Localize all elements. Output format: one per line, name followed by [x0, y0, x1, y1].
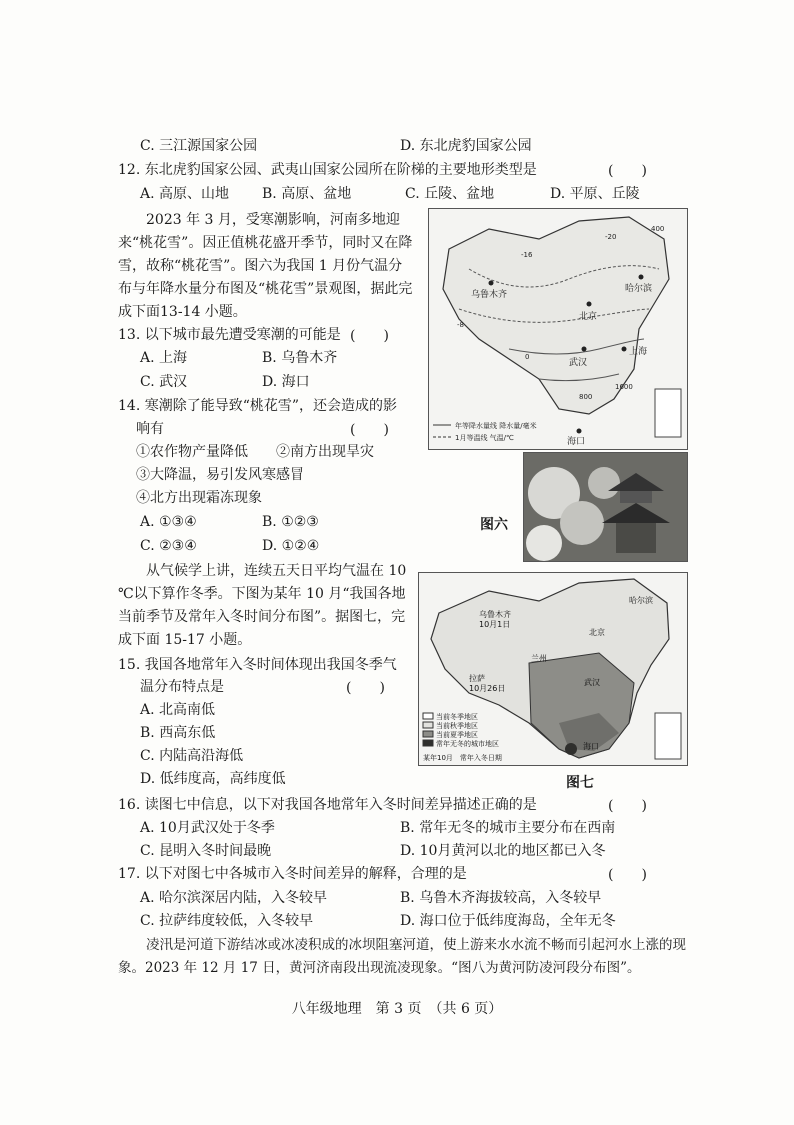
- fig7-note: 某年10月 常年入冬日期: [423, 754, 502, 762]
- figure-7-caption: 图七: [566, 775, 594, 791]
- fig7-label-wuhan: 武汉: [584, 678, 600, 687]
- passage-ice-flood: 凌汛是河道下游结冰或冰凌积成的冰坝阻塞河道，使上游来水水流不畅而引起河水上涨的现象。2023 年 12 月 17 日，黄河济南段出现流凌现象。“图八为黄河防凌河段分布图”。: [118, 937, 686, 976]
- q16-stem: 16. 读图七中信息，以下对我国各地常年入冬时间差异描述正确的是: [118, 797, 537, 813]
- fig7-label-lanzhou: 兰州: [531, 654, 547, 663]
- q15-option-c: C. 内陆高沿海低: [140, 748, 244, 764]
- fig6-label-beijing: 北京: [579, 312, 598, 322]
- q14-option-b: B. ①②③: [262, 514, 319, 530]
- q14-stem-line2: 响有: [136, 421, 164, 437]
- figure-6-map: [428, 208, 688, 450]
- fig7-south-sea-inset: [655, 713, 681, 759]
- fig7-label-beijing: 北京: [589, 628, 605, 637]
- fig6-legend-precip: 年等降水量线 降水量/毫米: [455, 422, 537, 430]
- q12-option-a: A. 高原、山地: [140, 186, 230, 202]
- q14-item-2: ②南方出现旱灾: [276, 444, 374, 460]
- fig7-legend-no-winter: 常年无冬的城市地区: [436, 740, 499, 748]
- fig7-label-oct1: 10月1日: [479, 620, 511, 629]
- fig6-contour-minus8: -8: [457, 321, 464, 329]
- fig6-south-sea-inset: [655, 389, 681, 437]
- fig7-label-lhasa: 拉萨: [469, 674, 485, 683]
- q17-answer-paren: ( ): [608, 867, 647, 883]
- q12-answer-paren: ( ): [608, 163, 647, 179]
- fig7-legend-summer: 当前夏季地区: [436, 731, 478, 739]
- q12-option-b: B. 高原、盆地: [262, 186, 352, 202]
- q13-option-c: C. 武汉: [140, 374, 188, 390]
- q11-option-c: C. 三江源国家公园: [140, 138, 258, 154]
- q14-stem-line1: 14. 寒潮除了能导致“桃花雪”，还会造成的影: [118, 398, 398, 414]
- q16-option-a: A. 10月武汉处于冬季: [140, 820, 275, 836]
- q17-option-c: C. 拉萨纬度较低，入冬较早: [140, 913, 314, 929]
- q16-answer-paren: ( ): [608, 798, 647, 814]
- q14-item-1: ①农作物产量降低: [136, 444, 248, 460]
- q14-item-4: ④北方出现霜冻现象: [136, 490, 262, 506]
- q15-option-a: A. 北高南低: [140, 702, 216, 718]
- fig6-contour-minus16: -16: [521, 251, 533, 259]
- q16-option-b: B. 常年无冬的城市主要分布在西南: [400, 820, 616, 836]
- q12-option-d: D. 平原、丘陵: [550, 186, 640, 202]
- fig6-contour-0: 0: [525, 353, 530, 361]
- q13-option-d: D. 海口: [262, 374, 310, 390]
- fig6-label-shanghai: 上海: [629, 347, 648, 357]
- q14-option-d: D. ①②④: [262, 538, 320, 554]
- fig7-label-haikou: 海口: [583, 742, 599, 751]
- fig6-contour-1600: 1600: [615, 383, 633, 391]
- fig7-legend-winter: 当前冬季地区: [436, 713, 478, 721]
- fig6-contour-minus20: -20: [605, 233, 617, 241]
- page-footer: 八年级地理 第 3 页 （共 6 页）: [291, 1001, 503, 1017]
- fig6-contour-400: 400: [651, 225, 665, 233]
- peach-snow-photo-graphic: [524, 453, 687, 561]
- fig7-label-urumqi: 乌鲁木齐: [479, 610, 511, 619]
- figure-6-caption: 图六: [480, 517, 508, 533]
- fig7-legend-autumn: 当前秋季地区: [436, 722, 478, 730]
- q13-option-b: B. 乌鲁木齐: [262, 350, 338, 366]
- fig6-label-harbin: 哈尔滨: [625, 284, 653, 294]
- q16-option-c: C. 昆明入冬时间最晚: [140, 843, 272, 859]
- q13-option-a: A. 上海: [140, 350, 188, 366]
- passage-peach-snow: 2023 年 3 月，受寒潮影响，河南多地迎来“桃花雪”。因正值桃花盛开季节，同时又在降雪，故称“桃花雪”。图六为我国 1 月份气温分布与年降水量分布图及“桃花雪”景观图，据此完成下面13-14 小题。: [118, 212, 413, 320]
- q17-stem: 17. 以下对图七中各城市入冬时间差异的解释，合理的是: [118, 866, 467, 882]
- q14-answer-paren: ( ): [350, 422, 389, 438]
- q15-stem-line1: 15. 我国各地常年入冬时间体现出我国冬季气: [118, 657, 397, 673]
- q12-stem: 12. 东北虎豹国家公园、武夷山国家公园所在阶梯的主要地形类型是: [118, 162, 537, 178]
- q11-option-d: D. 东北虎豹国家公园: [400, 138, 532, 154]
- fig7-label-harbin: 哈尔滨: [629, 596, 653, 605]
- q14-item-3: ③大降温，易引发风寒感冒: [136, 467, 304, 483]
- q15-option-d: D. 低纬度高，高纬度低: [140, 771, 286, 787]
- q15-option-b: B. 西高东低: [140, 725, 216, 741]
- china-climate-map-graphic: [429, 209, 687, 449]
- fig6-label-wuhan: 武汉: [569, 358, 588, 368]
- fig7-label-oct26: 10月26日: [469, 684, 506, 693]
- q17-option-d: D. 海口位于低纬度海岛，全年无冬: [400, 913, 616, 929]
- q15-answer-paren: ( ): [346, 680, 385, 696]
- fig6-label-haikou: 海口: [567, 437, 586, 447]
- q15-stem-line2: 温分布特点是: [140, 679, 224, 695]
- q17-option-b: B. 乌鲁木齐海拔较高，入冬较早: [400, 890, 602, 906]
- q14-option-a: A. ①③④: [140, 514, 197, 530]
- peach-snow-photo: [523, 452, 688, 562]
- fig6-legend-isotherm: 1月等温线 气温/℃: [455, 434, 514, 442]
- q13-stem: 13. 以下城市最先遭受寒潮的可能是: [118, 327, 341, 343]
- fig6-contour-800: 800: [579, 393, 593, 401]
- q16-option-d: D. 10月黄河以北的地区都已入冬: [400, 843, 606, 859]
- china-winter-onset-map-graphic: [419, 573, 687, 765]
- fig6-label-urumqi: 乌鲁木齐: [471, 290, 508, 300]
- q17-option-a: A. 哈尔滨深居内陆，入冬较早: [140, 890, 328, 906]
- q13-answer-paren: ( ): [350, 328, 389, 344]
- q12-option-c: C. 丘陵、盆地: [405, 186, 495, 202]
- figure-7-map: [418, 572, 688, 766]
- passage-winter-onset: 从气候学上讲，连续五天日平均气温在 10 ℃以下算作冬季。下图为某年 10 月“我国各地当前季节及常年入冬时间分布图”。据图七，完成下面 15-17 小题。: [118, 563, 407, 648]
- q14-option-c: C. ②③④: [140, 538, 197, 554]
